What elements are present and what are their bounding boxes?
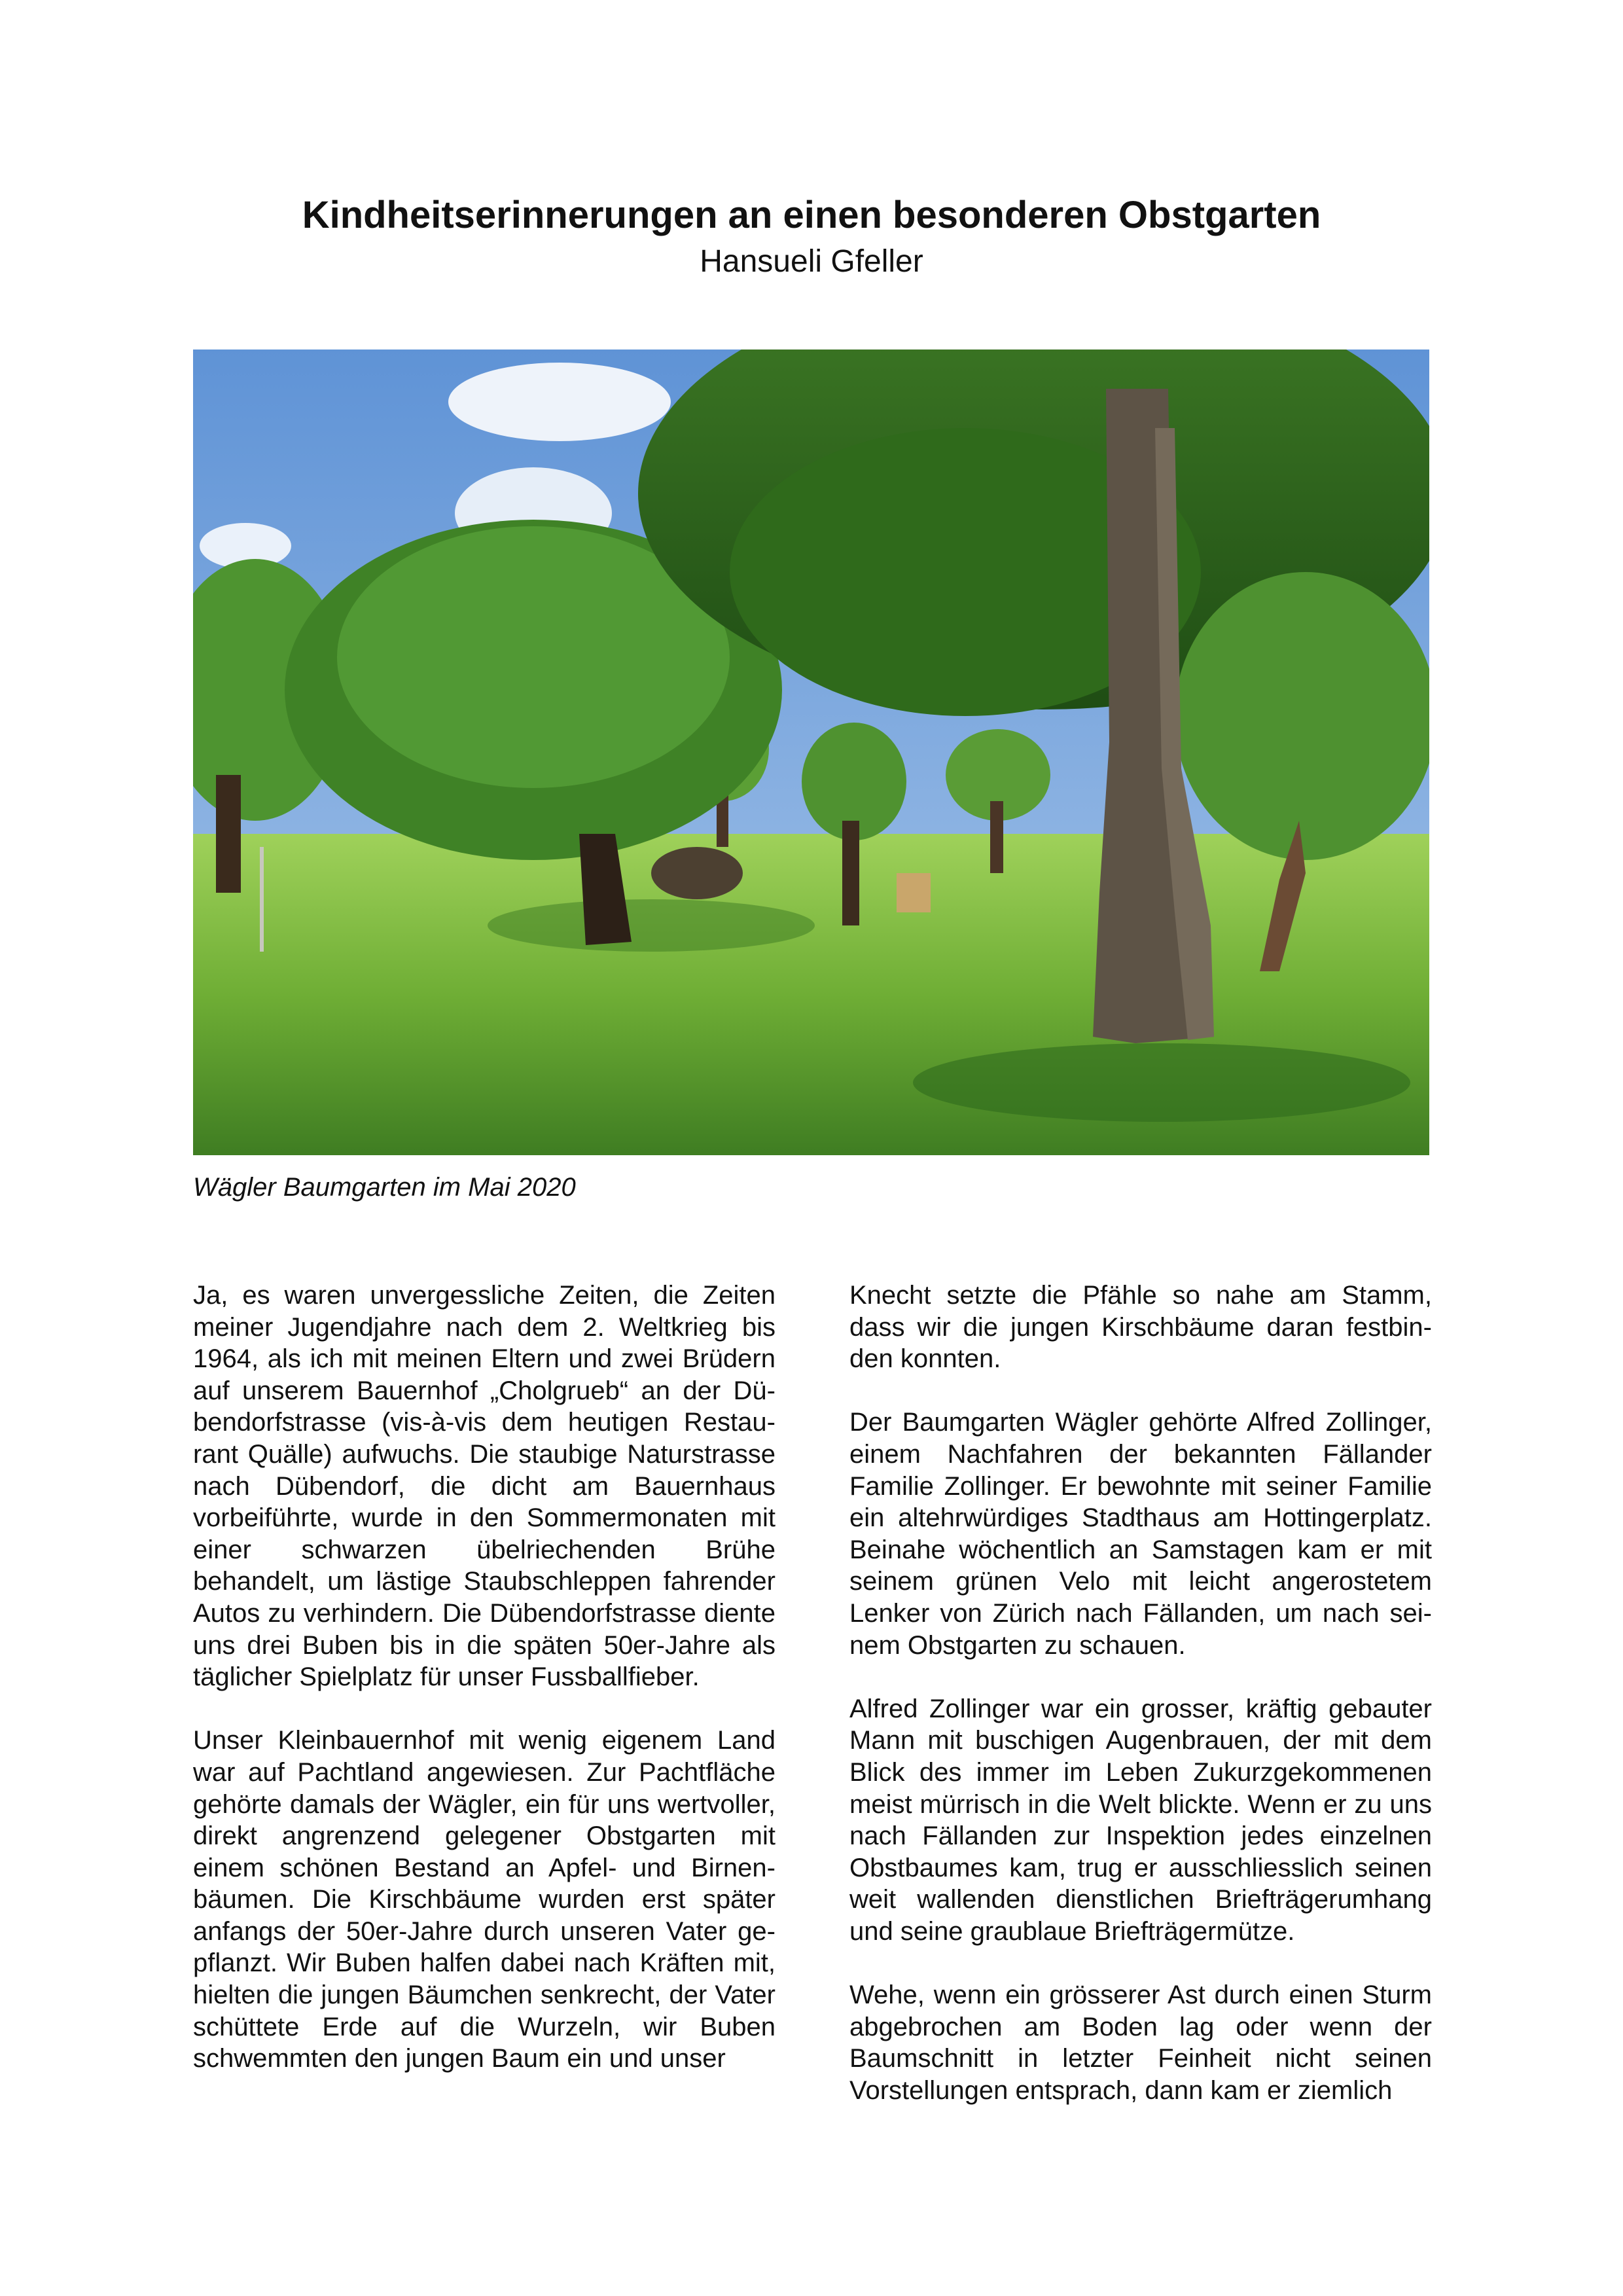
- author-name: Hansueli Gfeller: [700, 244, 923, 279]
- paragraph: Knecht setzte die Pfähle so nahe am Stamm, dass wir die jungen Kirschbäume daran festbinden konnten.: [849, 1281, 1432, 1374]
- paragraph: Alfred Zollinger war ein grosser, kräftig gebauter Mann mit buschigen Augenbrauen, der mit dem Blick des immer im Leben Zukurzgekommenen meist mürrisch in die Welt blickte. Wenn er zu uns nach Fällanden zur Inspektion jedes einzelnen Obstbaumes kam, trug er ausschliesslich seinen weit wallenden dienstlichen Briefträgerumhang und seine graublaue Briefträgermütze.: [849, 1694, 1432, 1946]
- paragraph: Unser Kleinbauernhof mit wenig eigenem Land war auf Pachtland angewiesen. Zur Pachtfläche gehörte damals der Wägler, ein für uns wertvoller, direkt angrenzend gelegener Obstgarten mit einem schönen Bestand an Apfel- und Birnenbäumen. Die Kirschbäume wurden erst später anfangs der 50er-Jahre durch unseren Vater gepflanzt. Wir Buben halfen dabei nach Kräften mit, hielten die jungen Bäumchen senkrecht, der Vater schüttete Erde auf die Wurzeln, wir Buben schwemmten den jungen Baum ein und unser: [193, 1726, 776, 2073]
- text-column-right: [849, 1280, 1432, 2138]
- photo-caption: Wägler Baumgarten im Mai 2020: [193, 1173, 576, 1202]
- paragraph: Wehe, wenn ein grösserer Ast durch einen Sturm abgebrochen am Boden lag oder wenn der Baumschnitt in letzter Feinheit nicht seinen Vorstellungen entsprach, dann kam er ziemlich: [849, 1981, 1432, 2105]
- paragraph: Ja, es waren unvergessliche Zeiten, die Zeiten meiner Jugendjahre nach dem 2. Weltkrieg bis 1964, als ich mit meinen Eltern und zwei Brüdern auf unserem Bauernhof „Cholgrueb“ an der Dübendorfstrasse (vis-à-vis dem heutigen Restaurant Quälle) aufwuchs. Die staubige Naturstrasse nach Dübendorf, die dicht am Bauernhaus vorbeiführte, wurde in den Sommermonaten mit einer schwarzen übelriechenden Brühe behandelt, um lästige Staubschleppen fahrender Autos zu verhindern. Die Dübendorfstrasse diente uns drei Buben bis in die späten 50er-Jahre als täglicher Spielplatz für unser Fussballfieber.: [193, 1281, 776, 1692]
- document-title: Kindheitserinnerungen an einen besonderen Obstgarten: [302, 194, 1321, 236]
- text-column-left: [193, 1280, 776, 2106]
- paragraph: Der Baumgarten Wägler gehörte Alfred Zollinger, einem Nachfahren der bekannten Fällander Familie Zollinger. Er bewohnte mit seiner Familie ein altehrwürdiges Stadthaus am Hottingerplatz. Beinahe wöchentlich an Samstagen kam er mit seinem grünen Velo mit leicht angerostetem Lenker von Zürich nach Fällanden, um nach seinem Obstgarten zu schauen.: [849, 1408, 1432, 1660]
- orchard-photo: [193, 350, 1429, 1155]
